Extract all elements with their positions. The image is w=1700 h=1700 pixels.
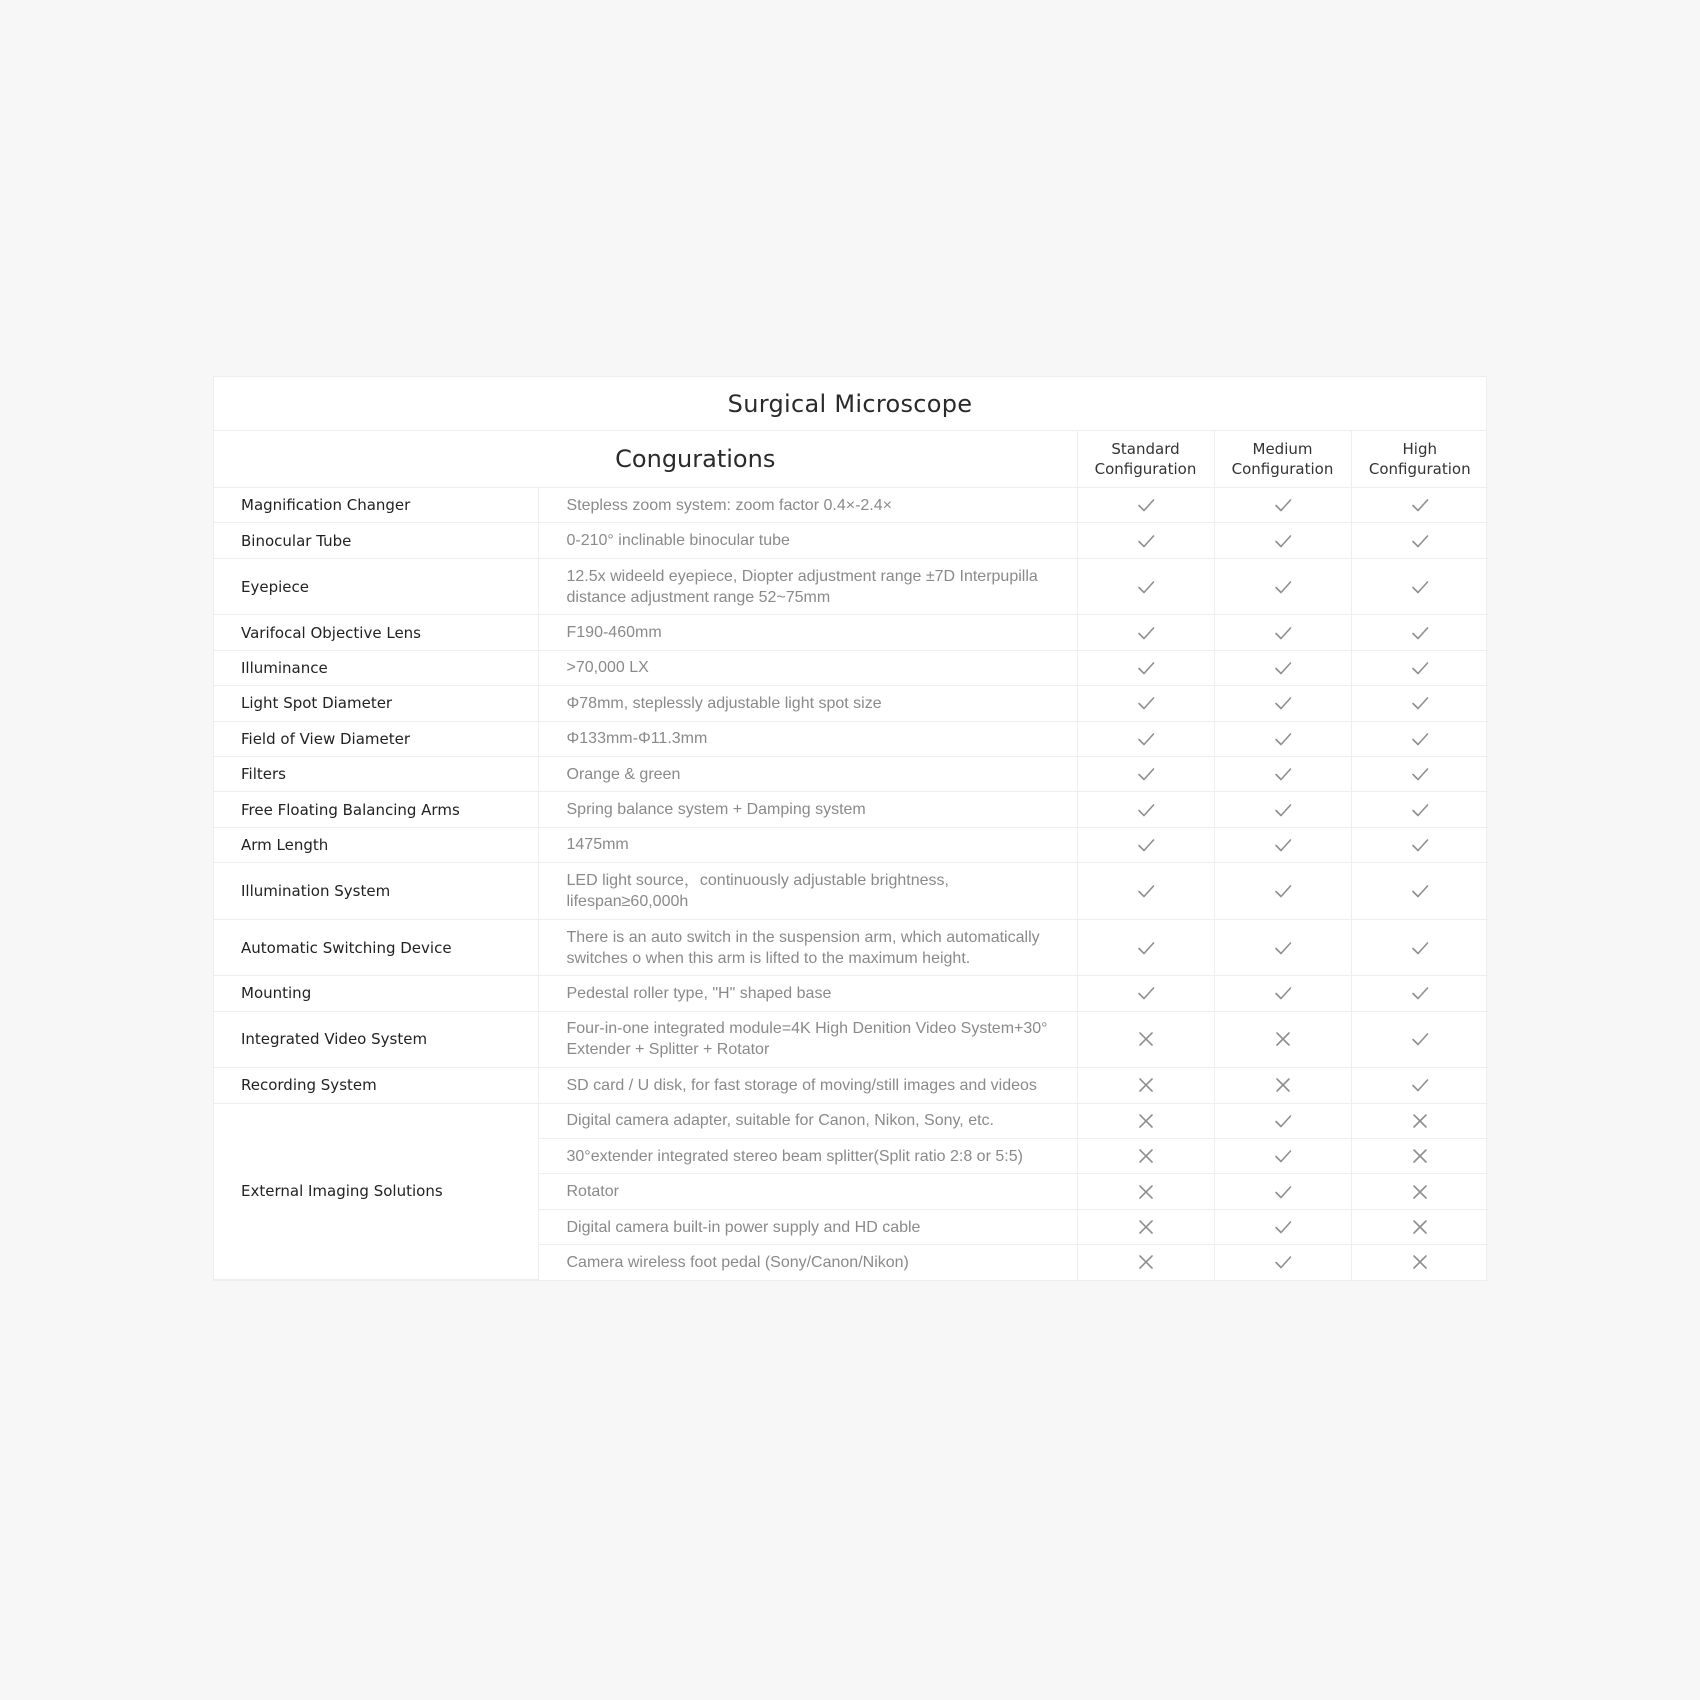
cross-icon: [1136, 1029, 1156, 1049]
table-header-row: [214, 431, 1488, 488]
mark-cell-medium: [1214, 650, 1351, 685]
mark-cell-high: [1351, 976, 1488, 1011]
mark-cell-standard: [1077, 558, 1214, 615]
mark-cell-high: [1351, 1068, 1488, 1103]
mark-cell-standard: [1077, 1209, 1214, 1244]
table-row: [214, 756, 1488, 791]
mark-cell-standard: [1077, 1068, 1214, 1103]
check-icon: [1410, 764, 1430, 784]
table-row: [214, 523, 1488, 558]
feature-name: Varifocal Objective Lens: [214, 615, 538, 650]
feature-description: Pedestal roller type, "H" shaped base: [538, 976, 1077, 1011]
check-icon: [1410, 658, 1430, 678]
check-icon: [1410, 577, 1430, 597]
mark-cell-high: [1351, 792, 1488, 827]
mark-cell-standard: [1077, 650, 1214, 685]
table-row: [214, 686, 1488, 721]
column-header-medium: [1214, 431, 1351, 488]
cross-icon: [1410, 1252, 1430, 1272]
check-icon: [1410, 623, 1430, 643]
check-icon: [1273, 1252, 1293, 1272]
feature-description: Digital camera adapter, suitable for Canon, Nikon, Sony, etc.: [538, 1103, 1077, 1138]
check-icon: [1136, 531, 1156, 551]
check-icon: [1410, 1075, 1430, 1095]
feature-name: Arm Length: [214, 827, 538, 862]
mark-cell-standard: [1077, 827, 1214, 862]
feature-name: Automatic Switching Device: [214, 919, 538, 976]
mark-cell-high: [1351, 1245, 1488, 1280]
cross-icon: [1273, 1029, 1293, 1049]
feature-description: >70,000 LX: [538, 650, 1077, 685]
mark-cell-medium: [1214, 756, 1351, 791]
feature-name: External Imaging Solutions: [214, 1103, 538, 1279]
feature-description: Four-in-one integrated module=4K High Denition Video System+30° Extender + Splitter + Rotator: [538, 1011, 1077, 1068]
cross-icon: [1410, 1182, 1430, 1202]
feature-name: Light Spot Diameter: [214, 686, 538, 721]
feature-name: Filters: [214, 756, 538, 791]
check-icon: [1410, 983, 1430, 1003]
cross-icon: [1136, 1146, 1156, 1166]
table-row: [214, 919, 1488, 976]
check-icon: [1410, 729, 1430, 749]
mark-cell-medium: [1214, 1209, 1351, 1244]
mark-cell-medium: [1214, 1068, 1351, 1103]
feature-description: Digital camera built-in power supply and HD cable: [538, 1209, 1077, 1244]
table-row: [214, 1103, 1488, 1138]
table-row: [214, 558, 1488, 615]
mark-cell-medium: [1214, 686, 1351, 721]
mark-cell-high: [1351, 827, 1488, 862]
comparison-table-card: [213, 376, 1487, 1281]
feature-description: Camera wireless foot pedal (Sony/Canon/Nikon): [538, 1245, 1077, 1280]
mark-cell-medium: [1214, 792, 1351, 827]
feature-name: Binocular Tube: [214, 523, 538, 558]
mark-cell-medium: [1214, 1139, 1351, 1174]
mark-cell-standard: [1077, 686, 1214, 721]
check-icon: [1273, 623, 1293, 643]
feature-name: Integrated Video System: [214, 1011, 538, 1068]
feature-description: 30°extender integrated stereo beam splitter(Split ratio 2:8 or 5:5): [538, 1139, 1077, 1174]
check-icon: [1136, 658, 1156, 678]
cross-icon: [1273, 1075, 1293, 1095]
feature-description: 0-210° inclinable binocular tube: [538, 523, 1077, 558]
mark-cell-high: [1351, 1174, 1488, 1209]
mark-cell-standard: [1077, 1011, 1214, 1068]
check-icon: [1136, 800, 1156, 820]
check-icon: [1273, 835, 1293, 855]
mark-cell-standard: [1077, 1103, 1214, 1138]
check-icon: [1136, 983, 1156, 1003]
mark-cell-high: [1351, 1209, 1488, 1244]
cross-icon: [1410, 1111, 1430, 1131]
column-header-line: Standard: [1111, 440, 1180, 458]
table-row: [214, 650, 1488, 685]
cross-icon: [1410, 1146, 1430, 1166]
mark-cell-high: [1351, 863, 1488, 920]
cross-icon: [1136, 1217, 1156, 1237]
check-icon: [1273, 577, 1293, 597]
mark-cell-standard: [1077, 1139, 1214, 1174]
check-icon: [1136, 729, 1156, 749]
mark-cell-high: [1351, 523, 1488, 558]
table-row: [214, 488, 1488, 523]
table-row: [214, 1068, 1488, 1103]
feature-name: Eyepiece: [214, 558, 538, 615]
feature-description: Φ133mm-Φ11.3mm: [538, 721, 1077, 756]
check-icon: [1273, 693, 1293, 713]
mark-cell-standard: [1077, 756, 1214, 791]
check-icon: [1136, 495, 1156, 515]
column-header-line: Configuration: [1231, 460, 1334, 478]
mark-cell-standard: [1077, 919, 1214, 976]
check-icon: [1136, 835, 1156, 855]
table-row: [214, 827, 1488, 862]
check-icon: [1136, 693, 1156, 713]
check-icon: [1273, 531, 1293, 551]
check-icon: [1410, 1029, 1430, 1049]
column-header-line: High: [1402, 440, 1437, 458]
mark-cell-standard: [1077, 792, 1214, 827]
check-icon: [1136, 938, 1156, 958]
feature-description: SD card / U disk, for fast storage of moving/still images and videos: [538, 1068, 1077, 1103]
mark-cell-standard: [1077, 721, 1214, 756]
column-header-line: Configuration: [1368, 460, 1471, 478]
feature-description: Rotator: [538, 1174, 1077, 1209]
column-header-line: Configuration: [1094, 460, 1197, 478]
check-icon: [1410, 800, 1430, 820]
mark-cell-high: [1351, 686, 1488, 721]
feature-name: Magnification Changer: [214, 488, 538, 523]
mark-cell-high: [1351, 615, 1488, 650]
mark-cell-high: [1351, 558, 1488, 615]
table-row: [214, 792, 1488, 827]
feature-description: Stepless zoom system: zoom factor 0.4×-2.4×: [538, 488, 1077, 523]
mark-cell-standard: [1077, 976, 1214, 1011]
mark-cell-medium: [1214, 919, 1351, 976]
mark-cell-high: [1351, 488, 1488, 523]
check-icon: [1273, 1182, 1293, 1202]
check-icon: [1273, 881, 1293, 901]
cross-icon: [1136, 1075, 1156, 1095]
check-icon: [1273, 983, 1293, 1003]
mark-cell-high: [1351, 1139, 1488, 1174]
mark-cell-medium: [1214, 558, 1351, 615]
feature-name: Mounting: [214, 976, 538, 1011]
feature-name: Recording System: [214, 1068, 538, 1103]
feature-description: F190-460mm: [538, 615, 1077, 650]
table-row: [214, 721, 1488, 756]
mark-cell-standard: [1077, 523, 1214, 558]
mark-cell-high: [1351, 756, 1488, 791]
column-header-standard: [1077, 431, 1214, 488]
table-row: [214, 615, 1488, 650]
feature-description: LED light source，continuously adjustable brightness, lifespan≥60,000h: [538, 863, 1077, 920]
feature-description: 12.5x wideeld eyepiece, Diopter adjustment range ±7D Interpupilla distance adjustment range 52~75mm: [538, 558, 1077, 615]
check-icon: [1273, 1217, 1293, 1237]
check-icon: [1410, 531, 1430, 551]
check-icon: [1273, 938, 1293, 958]
feature-description: Orange & green: [538, 756, 1077, 791]
mark-cell-medium: [1214, 827, 1351, 862]
mark-cell-medium: [1214, 1011, 1351, 1068]
mark-cell-medium: [1214, 976, 1351, 1011]
check-icon: [1273, 729, 1293, 749]
feature-description: Φ78mm, steplessly adjustable light spot size: [538, 686, 1077, 721]
check-icon: [1136, 764, 1156, 784]
configuration-table: [214, 431, 1488, 1280]
mark-cell-medium: [1214, 488, 1351, 523]
mark-cell-high: [1351, 919, 1488, 976]
cross-icon: [1136, 1111, 1156, 1131]
mark-cell-standard: [1077, 1245, 1214, 1280]
mark-cell-medium: [1214, 523, 1351, 558]
mark-cell-standard: [1077, 488, 1214, 523]
column-header-high: [1351, 431, 1488, 488]
table-row: [214, 976, 1488, 1011]
mark-cell-medium: [1214, 1103, 1351, 1138]
check-icon: [1410, 881, 1430, 901]
check-icon: [1410, 938, 1430, 958]
mark-cell-medium: [1214, 615, 1351, 650]
check-icon: [1273, 658, 1293, 678]
check-icon: [1136, 881, 1156, 901]
feature-name: Illumination System: [214, 863, 538, 920]
configurations-heading: Congurations: [214, 431, 1077, 488]
feature-description: Spring balance system + Damping system: [538, 792, 1077, 827]
cross-icon: [1136, 1252, 1156, 1272]
mark-cell-medium: [1214, 721, 1351, 756]
mark-cell-high: [1351, 721, 1488, 756]
mark-cell-medium: [1214, 1174, 1351, 1209]
feature-description: 1475mm: [538, 827, 1077, 862]
check-icon: [1273, 495, 1293, 515]
column-header-line: Medium: [1252, 440, 1313, 458]
feature-name: Field of View Diameter: [214, 721, 538, 756]
check-icon: [1273, 764, 1293, 784]
table-title: Surgical Microscope: [214, 377, 1486, 431]
mark-cell-high: [1351, 1103, 1488, 1138]
mark-cell-medium: [1214, 1245, 1351, 1280]
mark-cell-standard: [1077, 615, 1214, 650]
check-icon: [1273, 1111, 1293, 1131]
check-icon: [1410, 495, 1430, 515]
feature-description: There is an auto switch in the suspension arm, which automatically switches o when this arm is lifted to the maximum height.: [538, 919, 1077, 976]
feature-name: Illuminance: [214, 650, 538, 685]
table-row: [214, 863, 1488, 920]
check-icon: [1273, 1146, 1293, 1166]
mark-cell-standard: [1077, 1174, 1214, 1209]
mark-cell-medium: [1214, 863, 1351, 920]
mark-cell-high: [1351, 650, 1488, 685]
check-icon: [1273, 800, 1293, 820]
check-icon: [1136, 577, 1156, 597]
feature-name: Free Floating Balancing Arms: [214, 792, 538, 827]
mark-cell-high: [1351, 1011, 1488, 1068]
check-icon: [1136, 623, 1156, 643]
cross-icon: [1410, 1217, 1430, 1237]
mark-cell-standard: [1077, 863, 1214, 920]
check-icon: [1410, 835, 1430, 855]
table-row: [214, 1011, 1488, 1068]
check-icon: [1410, 693, 1430, 713]
cross-icon: [1136, 1182, 1156, 1202]
